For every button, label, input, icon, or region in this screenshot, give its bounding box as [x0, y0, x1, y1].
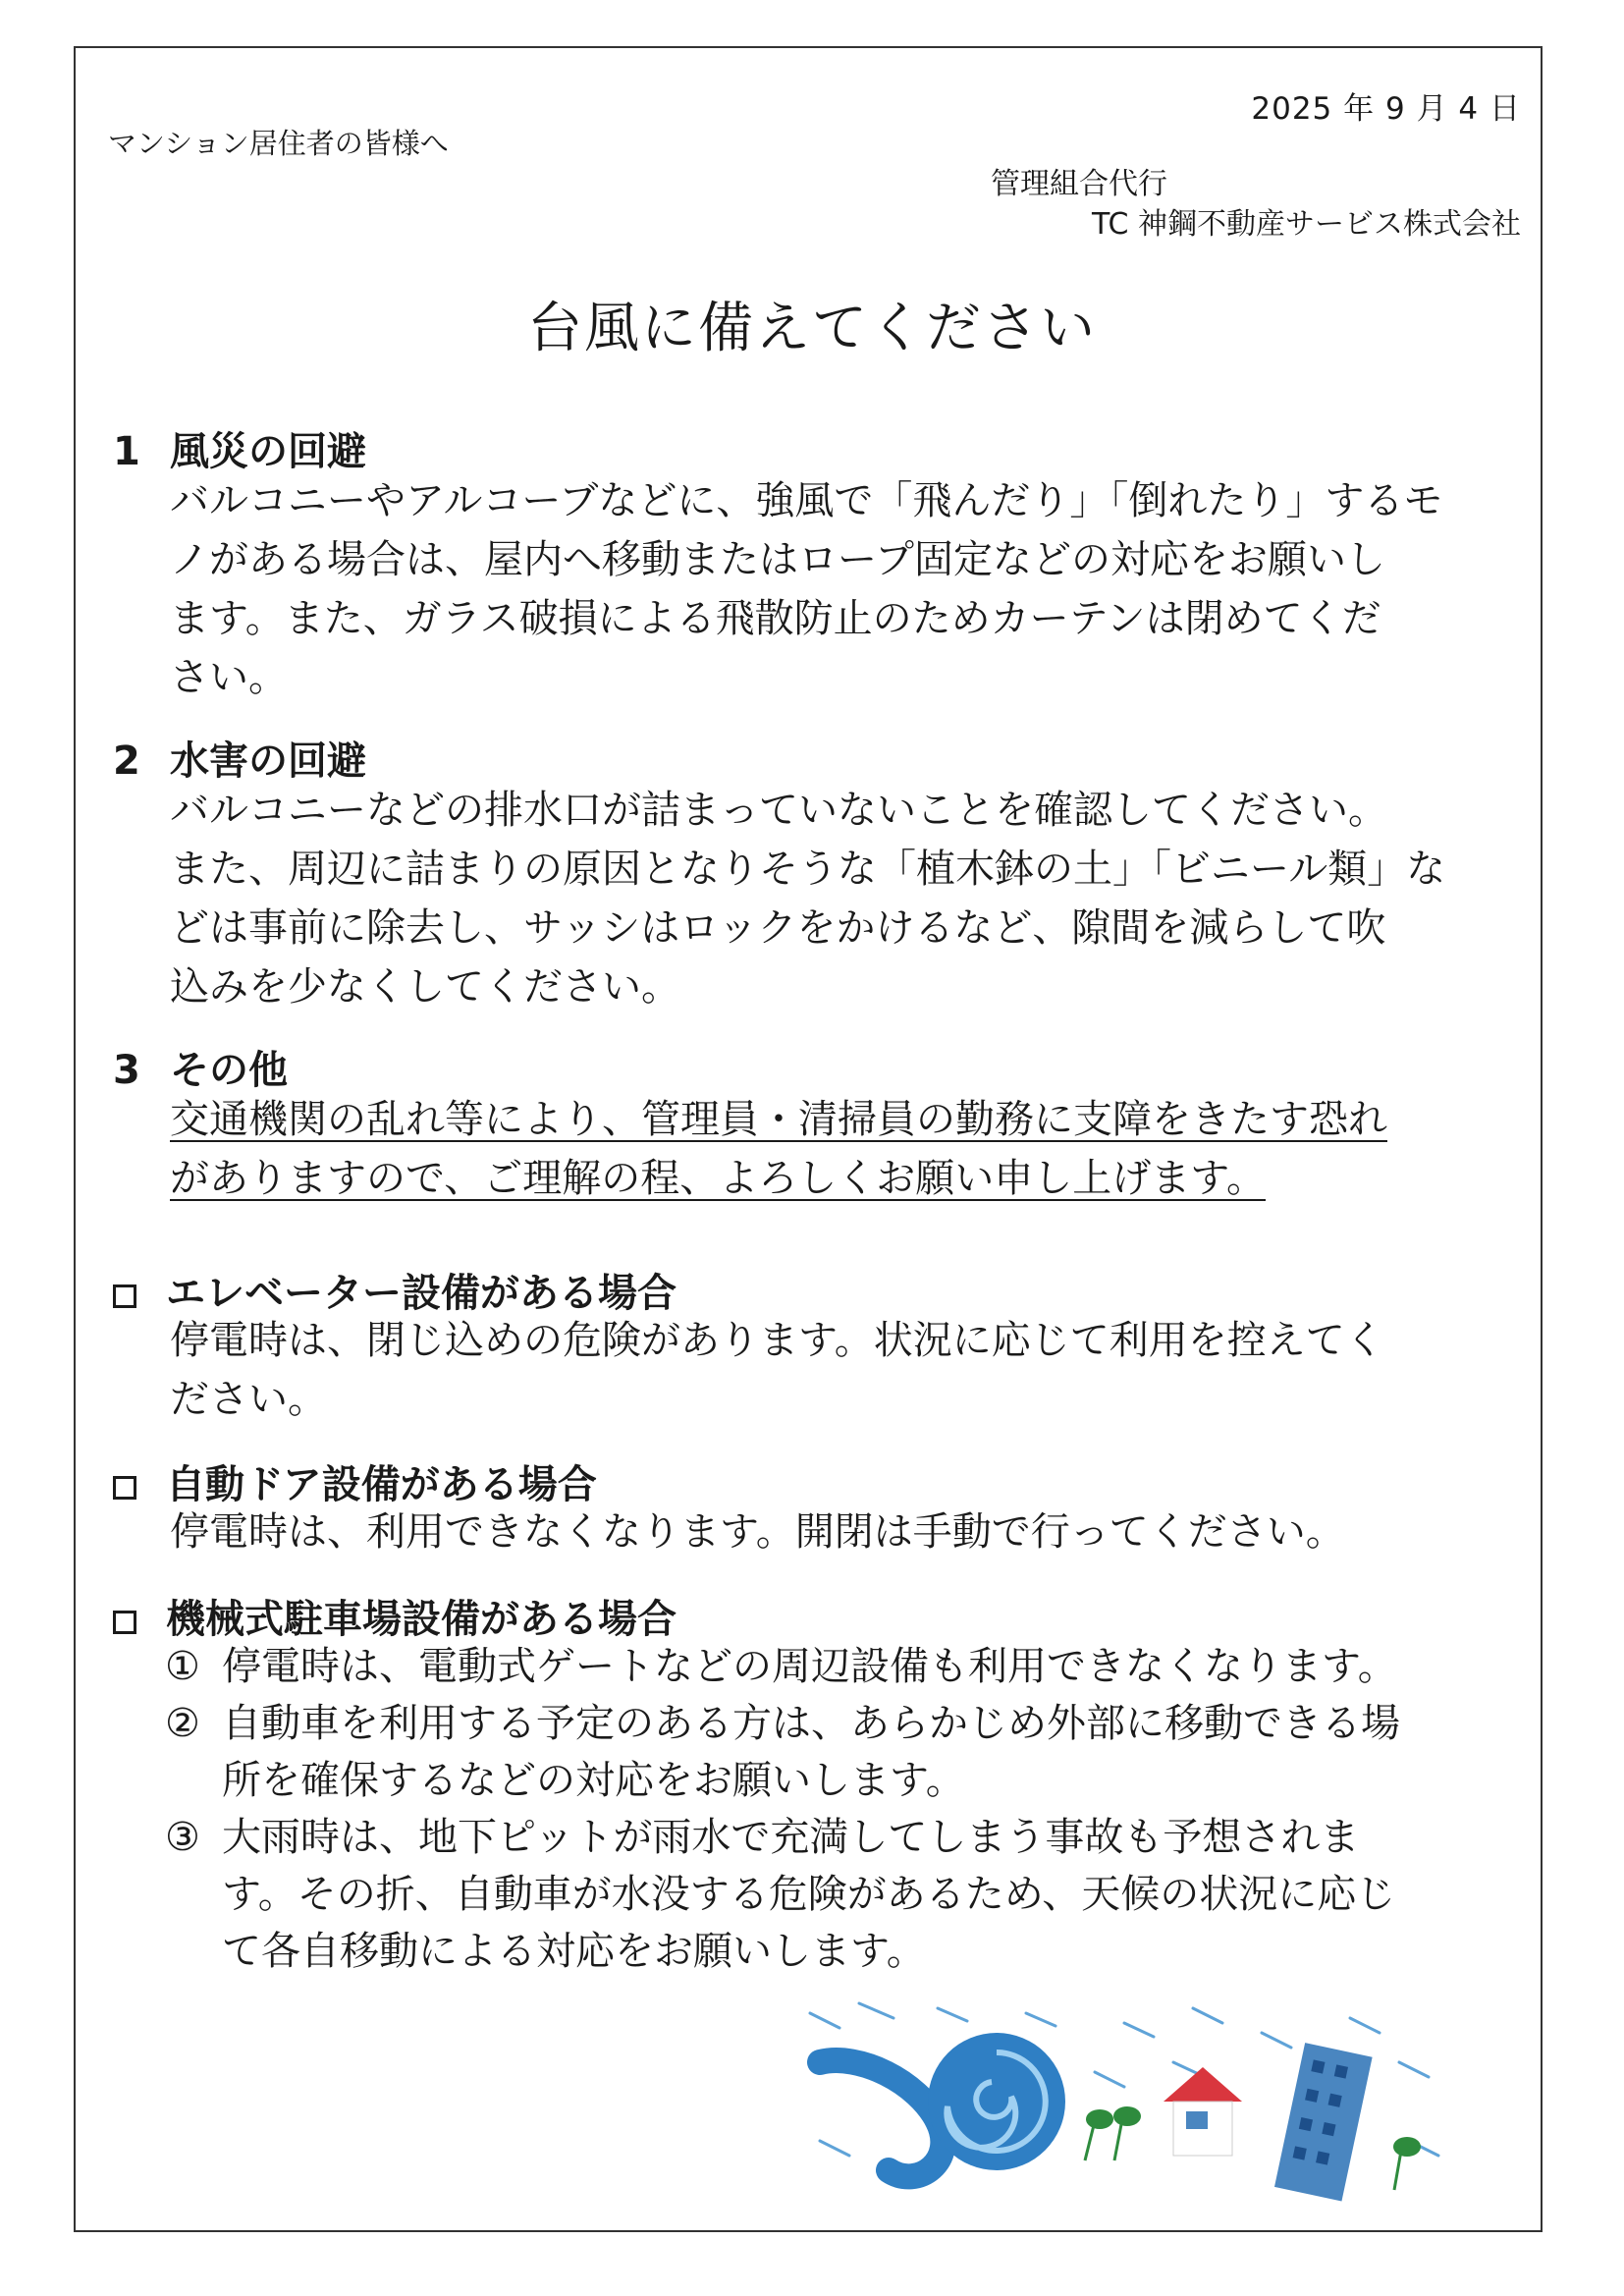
- item-line: て各自移動による対応をお願いします。: [222, 1929, 926, 1974]
- notice-date: 2025 年 9 月 4 日: [1251, 91, 1521, 127]
- body-line: 停電時は、閉じ込めの危険があります。状況に応じて利用を控えてく: [170, 1318, 1384, 1363]
- issuer-role: 管理組合代行: [991, 167, 1167, 201]
- checkbox-icon: [113, 1476, 136, 1500]
- section-body: [170, 471, 1442, 707]
- item-marker: ②: [165, 1701, 200, 1746]
- check-heading: [113, 1453, 597, 1509]
- parking-items: [165, 1638, 1400, 1980]
- section-number: 1: [113, 429, 140, 474]
- list-item: [165, 1695, 1400, 1809]
- section-body: [170, 781, 1445, 1016]
- body-line: ださい。: [170, 1377, 327, 1422]
- section-heading: [113, 420, 366, 476]
- page-title: 台風に備えてください: [527, 297, 1097, 360]
- body-line: ます。また、ガラス破損による飛散防止のためカーテンは閉めてくだ: [170, 596, 1381, 641]
- item-line: 大雨時は、地下ピットが雨水で充満してしまう事故も予想されま: [222, 1815, 1360, 1860]
- body-line: どは事前に除去し、サッシはロックをかけるなど、隙間を減らして吹: [170, 905, 1386, 951]
- check-heading: [113, 1588, 677, 1644]
- body-line: さい。: [170, 655, 288, 700]
- body-line: 込みを少なくしてください。: [170, 964, 680, 1010]
- item-line: 所を確保するなどの対応をお願いします。: [222, 1758, 965, 1803]
- tree-icon: [1085, 2106, 1421, 2190]
- check-title: 機械式駐車場設備がある場合: [166, 1597, 677, 1642]
- section-number: 2: [113, 738, 140, 784]
- typhoon-illustration: [800, 1994, 1468, 2210]
- building-icon: [1274, 2043, 1373, 2201]
- item-marker: ①: [165, 1644, 200, 1689]
- body-line: また、周辺に詰まりの原因となりそうな「植木鉢の土」「ビニール類」な: [170, 847, 1446, 892]
- body-line: バルコニーなどの排水口が詰まっていないことを確認してください。: [170, 788, 1387, 833]
- item-line: す。その折、自動車が水没する危険があるため、天候の状況に応じ: [222, 1872, 1396, 1917]
- section-heading: [113, 1039, 288, 1095]
- section-title: 風災の回避: [170, 429, 366, 474]
- body-line: バルコニーやアルコーブなどに、強風で「飛んだり」「倒れたり」するモ: [170, 478, 1443, 523]
- check-title: 自動ドア設備がある場合: [166, 1462, 597, 1507]
- check-body: [170, 1503, 1345, 1561]
- body-line: がありますので、ご理解の程、よろしくお願い申し上げます。: [170, 1156, 1266, 1201]
- section-number: 3: [113, 1048, 140, 1093]
- issuer-company: TC 神鋼不動産サービス株式会社: [1091, 207, 1521, 242]
- section-title: 水害の回避: [170, 738, 366, 784]
- item-marker: ③: [165, 1815, 200, 1860]
- checkbox-icon: [113, 1611, 136, 1634]
- addressee: マンション居住者の皆様へ: [108, 127, 449, 160]
- checkbox-icon: [113, 1285, 136, 1308]
- swirl-icon: [820, 2033, 1065, 2176]
- list-item: [165, 1809, 1400, 1980]
- body-line: 停電時は、利用できなくなります。開閉は手動で行ってください。: [170, 1509, 1345, 1555]
- section-title: その他: [170, 1048, 288, 1093]
- check-title: エレベーター設備がある場合: [166, 1271, 677, 1316]
- check-body: [170, 1311, 1384, 1429]
- section-heading: [113, 730, 366, 786]
- body-line: ノがある場合は、屋内へ移動またはロープ固定などの対応をお願いし: [170, 537, 1385, 582]
- section-body: [170, 1090, 1387, 1208]
- house-icon: [1164, 2067, 1242, 2156]
- check-heading: [113, 1262, 677, 1318]
- list-item: [165, 1638, 1400, 1695]
- body-line: 交通機関の乱れ等により、管理員・清掃員の勤務に支障をきたす恐れ: [170, 1097, 1387, 1142]
- item-line: 自動車を利用する予定のある方は、あらかじめ外部に移動できる場: [222, 1701, 1400, 1746]
- item-line: 停電時は、電動式ゲートなどの周辺設備も利用できなくなります。: [222, 1644, 1397, 1689]
